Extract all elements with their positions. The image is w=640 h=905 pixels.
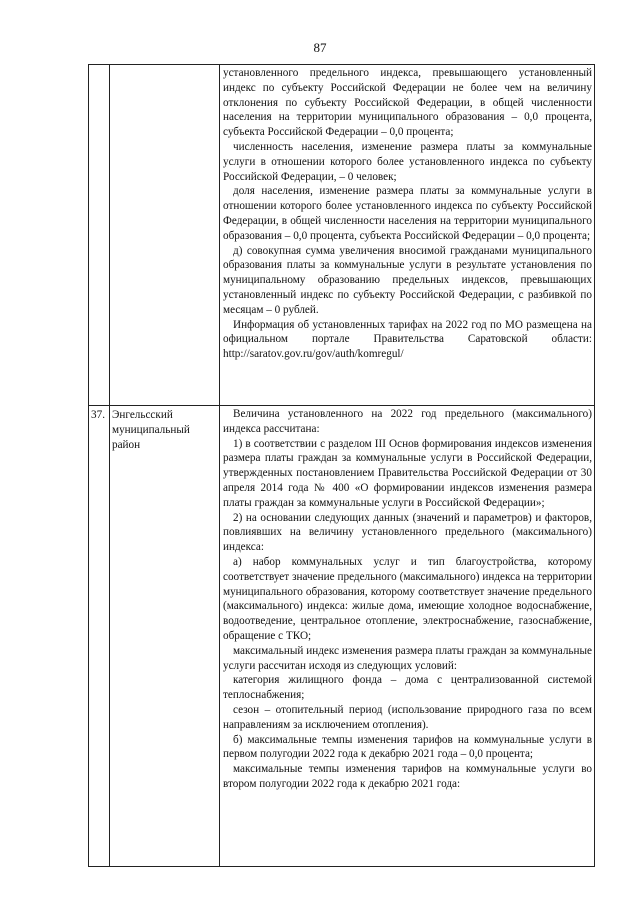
paragraph: максимальные темпы изменения тарифов на коммунальные услуги во втором полугодии 2022 года к декабрю 2021 года:	[223, 763, 592, 790]
table-row	[89, 65, 595, 406]
paragraph: установленного предельного индекса, превышающего установленный индекс по субъекту Российской Федерации не более чем на величину отклонения по субъекту Российской Федерации, в общей численности населения на территории муниципального образования – 0,0 процента, субъекта Российской Федерации – 0,0 процента;	[223, 67, 592, 139]
paragraph: категория жилищного фонда – дома с централизованной системой теплоснабжения;	[223, 674, 592, 702]
document-table	[88, 64, 595, 867]
paragraph: б) максимальные темпы изменения тарифов на коммунальные услуги в первом полугодии 2022 года к декабрю 2021 года – 0,0 процента;	[223, 733, 592, 761]
page-number: 87	[313, 40, 327, 55]
paragraph: максимальный индекс изменения размера платы граждан за коммунальные услуги рассчитан исходя из следующих условий:	[223, 644, 592, 672]
paragraph: 1) в соответствии с разделом III Основ формирования индексов изменения размера платы граждан за коммунальные услуги в Российской Федерации, утвержденных постановлением Правительства Российской Федерации от 30 апреля 2014 года № 400 «О формировании индексов изменения размера платы граждан за коммунальные услуги в Российской Федерации»;	[223, 437, 592, 509]
paragraph: а) набор коммунальных услуг и тип благоустройства, которому соответствует значение предельного (максимального) индекса на территории муниципального образования, которому соответствует значение предельного (максимального) индекса: жилые дома, имеющие холодное водоснабжение, водоотведение, центральное отопление, электроснабжение, газоснабжение, обращение с ТКО;	[223, 555, 592, 642]
paragraph: д) совокупная сумма увеличения вносимой гражданами муниципального образования платы за коммунальные услуги в результате установления по муниципальному образованию предельных индексов, превышающих установленный индекс по субъекту Российской Федерации, с разбивкой по месяцам – 0 рублей.	[223, 244, 592, 316]
municipality-name	[110, 65, 220, 406]
description-cell	[220, 65, 595, 406]
paragraph: Величина установленного на 2022 год предельного (максимального) индекса рассчитана:	[223, 408, 592, 435]
table-row	[89, 406, 595, 867]
paragraph: численность населения, изменение размера платы за коммунальные услуги в отношении которого более установленного индекса по субъекту Российской Федерации, – 0 человек;	[223, 140, 592, 183]
paragraph: 2) на основании следующих данных (значений и параметров) и факторов, повлиявших на величину установленного предельного (максимального) индекса:	[223, 511, 592, 554]
row-number	[89, 65, 110, 406]
municipality-name: Энгельсский муниципальный район	[110, 406, 220, 867]
row-number: 37.	[89, 406, 110, 867]
description-cell	[220, 406, 595, 867]
paragraph: Информация об установленных тарифах на 2022 год по МО размещена на официальном портале Правительства Саратовской области: http://saratov.gov.ru/gov/auth/komregul/	[223, 318, 592, 361]
paragraph: доля населения, изменение размера платы за коммунальные услуги в отношении которого более установленного индекса по субъекту Российской Федерации, в общей численности населения на территории муниципального образования – 0,0 процента, субъекта Российской Федерации – 0,0 процента;	[223, 185, 592, 242]
paragraph: сезон – отопительный период (использование природного газа по всем направлениям за исключением отопления).	[223, 703, 592, 731]
